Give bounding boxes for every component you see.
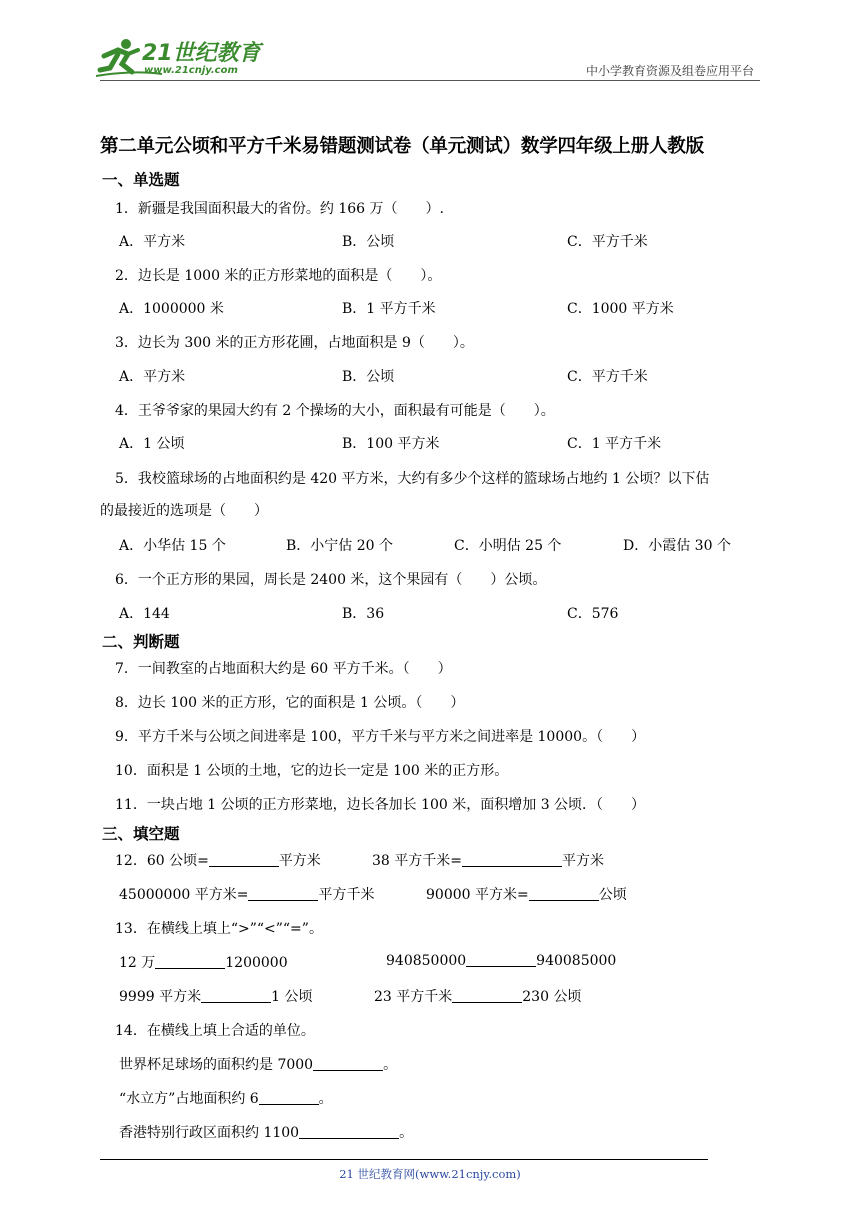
question-stem: 2．边长是 1000 米的正方形菜地的面积是（ ）。 (115, 268, 442, 284)
fill-suffix: 。 (399, 1125, 414, 1141)
fill-prefix: “水立方”占地面积约 6 (119, 1091, 259, 1107)
fill-suffix: 公顷 (598, 887, 627, 903)
answer-blank[interactable] (248, 886, 318, 901)
question-stem: 5．我校篮球场的占地面积约是 420 平方米，大约有多少个这样的篮球场占地约 1 公顷？以下估 (115, 471, 710, 487)
fill-suffix: 1 公顷 (271, 989, 313, 1005)
fill-suffix: 平方米 (562, 853, 604, 869)
option-c: C．1 平方千米 (567, 436, 662, 452)
answer-blank[interactable] (462, 852, 562, 867)
option-a: A．1000000 米 (119, 301, 224, 317)
answer-blank[interactable] (299, 1124, 399, 1139)
answer-blank[interactable] (201, 988, 271, 1003)
option-a: A．平方米 (119, 234, 186, 250)
fill-item (119, 1122, 413, 1142)
section-heading-single-choice: 一、单选题 (102, 171, 180, 189)
fill-item (119, 986, 312, 1006)
fill-suffix: 230 公顷 (522, 989, 582, 1005)
question-stem-continued: 的最接近的选项是（ ） (100, 503, 268, 519)
fill-suffix: 平方千米 (318, 887, 375, 903)
fill-prefix: 9999 平方米 (119, 989, 202, 1005)
fill-prefix: 940850000 (386, 953, 467, 969)
footer-link[interactable]: 21 世纪教育网(www.21cnjy.com) (339, 1167, 521, 1181)
option-c: C．平方千米 (567, 369, 648, 385)
fill-item (119, 884, 374, 904)
question-stem: 4．王爷爷家的果园大约有 2 个操场的大小，面积最有可能是（ ）。 (115, 403, 555, 419)
fill-suffix: 平方米 (278, 853, 321, 869)
judge-item: 8．边长 100 米的正方形，它的面积是 1 公顷。（ ） (115, 695, 465, 711)
option-a: A．144 (119, 606, 170, 622)
question-stem: 14．在横线上填上合适的单位。 (115, 1023, 315, 1039)
answer-blank[interactable] (155, 954, 225, 969)
question-stem: 3．边长为 300 米的正方形花圃，占地面积是 9（ ）。 (115, 335, 474, 351)
header-divider (100, 80, 760, 81)
option-c: C．小明估 25 个 (454, 538, 562, 554)
answer-blank[interactable] (529, 886, 599, 901)
option-a: A．1 公顷 (119, 436, 185, 452)
answer-blank[interactable] (259, 1090, 319, 1105)
question-stem: 13．在横线上填上“>”“<”“=”。 (115, 921, 323, 937)
fill-prefix: 45000000 平方米= (119, 887, 249, 903)
fill-prefix: 90000 平方米= (426, 887, 529, 903)
fill-prefix: 38 平方千米= (372, 853, 462, 869)
option-b: B．公顷 (342, 234, 395, 250)
option-d: D．小霞估 30 个 (623, 538, 731, 554)
site-logo (92, 34, 262, 82)
logo-text: 21世纪教育 (142, 41, 261, 66)
answer-blank[interactable] (452, 988, 522, 1003)
option-a: A．平方米 (119, 369, 186, 385)
fill-item (372, 850, 604, 870)
answer-blank[interactable] (466, 952, 536, 967)
judge-item: 10．面积是 1 公顷的土地，它的边长一定是 100 米的正方形。 (115, 763, 509, 779)
section-heading-true-false: 二、判断题 (102, 633, 180, 651)
fill-suffix: 940085000 (536, 953, 617, 969)
question-stem: 6．一个正方形的果园，周长是 2400 米，这个果园有（ ）公顷。 (115, 572, 547, 588)
judge-item: 7．一间教室的占地面积大约是 60 平方千米。（ ） (115, 661, 452, 677)
fill-item (115, 850, 321, 870)
fill-prefix: 12 万 (119, 955, 156, 971)
judge-item: 9．平方千米与公顷之间进率是 100，平方千米与平方米之间进率是 10000。（ ） (115, 729, 646, 745)
section-heading-fill-blank: 三、填空题 (102, 825, 180, 843)
option-b: B．小宁估 20 个 (286, 538, 394, 554)
fill-prefix: 世界杯足球场的面积约是 7000 (119, 1057, 314, 1073)
option-c: C．平方千米 (567, 234, 648, 250)
logo-url: www.21cnjy.com (144, 65, 238, 76)
fill-item (119, 1088, 333, 1108)
answer-blank[interactable] (313, 1056, 383, 1071)
option-c: C．576 (567, 606, 619, 622)
fill-prefix: 香港特别行政区面积约 1100 (119, 1125, 300, 1141)
option-a: A．小华估 15 个 (119, 538, 226, 554)
page-title: 第二单元公顷和平方千米易错题测试卷（单元测试）数学四年级上册人教版 (100, 136, 704, 157)
fill-suffix: 1200000 (225, 955, 288, 971)
fill-item (374, 986, 581, 1006)
fill-item (119, 952, 288, 972)
answer-blank[interactable] (209, 852, 279, 867)
question-stem: 1．新疆是我国面积最大的省份。约 166 万（ ）. (115, 201, 444, 217)
option-c: C．1000 平方米 (567, 301, 674, 317)
fill-prefix: 12．60 公顷= (115, 853, 209, 869)
fill-suffix: 。 (318, 1091, 333, 1107)
fill-prefix: 23 平方千米 (374, 989, 453, 1005)
fill-suffix: 。 (383, 1057, 398, 1073)
header-platform-text: 中小学教育资源及组卷应用平台 (585, 64, 754, 78)
option-b: B．1 平方千米 (342, 301, 436, 317)
fill-item (119, 1054, 397, 1074)
option-b: B．36 (342, 606, 385, 622)
fill-item (426, 884, 627, 904)
footer-divider (100, 1159, 708, 1160)
fill-item (386, 952, 616, 969)
option-b: B．公顷 (342, 369, 395, 385)
judge-item: 11．一块占地 1 公顷的正方形菜地，边长各加长 100 米，面积增加 3 公顷．（ ） (115, 797, 646, 813)
option-b: B．100 平方米 (342, 436, 440, 452)
